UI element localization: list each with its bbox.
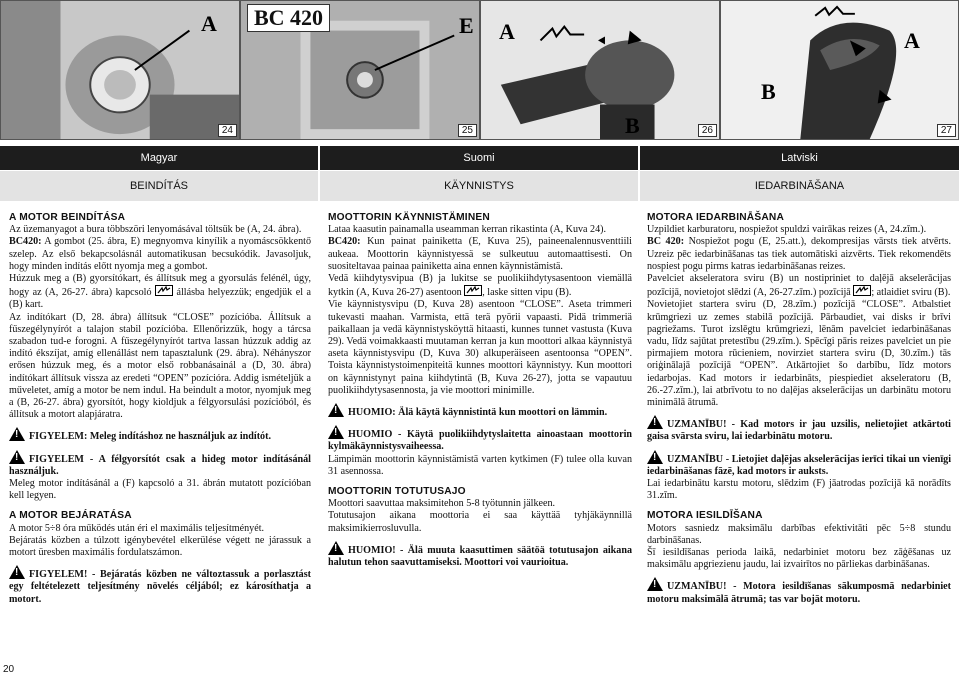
paragraph-text: Kun painat painiketta (E, Kuva 25), paineenalennusventtiili aukeaa. Moottorin käynnistyessä se sulkeutuu automaattisesti. On suositeltavaa painaa painiketta aina ennen käynnistämistä. (328, 236, 632, 272)
warning-text: UZMANĪBU! - Kad motors ir jau uzsilis, nelietojiet atkārtoti gaisa svārsta sviru, lai iedarbinātu motoru. (647, 419, 951, 443)
warning-text: FIGYELEM: Meleg indításhoz ne használjuk az indítót. (29, 431, 271, 443)
body-paragraph (328, 273, 632, 299)
warning-triangle-icon (328, 541, 344, 555)
body-paragraph (647, 236, 951, 273)
section-heading: A MOTOR BEINDÍTÁSA (9, 212, 126, 223)
paragraph-text: Šī iesildīšanas perioda laikā, nedarbiniet motoru bez zāģēšanas uz maksimālu apgriezienu jaudu, lai izvairītos no pārliekas darbināšanas. (647, 547, 951, 571)
throttle-lock-icon (464, 285, 482, 296)
warning-triangle-icon (647, 450, 663, 464)
paragraph-text: Novietojiet startera sviru (D, 28.zīm.) pozīcijā “CLOSE”. Atbalstiet krūmgriezi uz zemes stabilā pozīcijā. Pārbaudiet, vai disks ir brīvi pagriežams. Turot izslēgtu krūmgriezi, lēnām pavelciet iedarbināšanas vadu, līdz sajūtat pretestību (29.zīm.). Spēcīgi pāris reizes pavelciet un pie pirmajiem motora rūcieniem, novirziet startera sviru (D, 30.zīm.) tās oriģinālajā pozīcijā “OPEN”. Atkārtojiet šo darbību, līdz motors iedarbojas. Kad motors ir iedarbināts, piespiediet akseleratoru (B, 26.-27.zīm.), lai atbrīvotu to no daļējas akselerācijas un darbinātu motoru minimālā ātrumā. (647, 299, 951, 409)
paragraph-text: Meleg motor indításánál a (F) kapcsoló a 31. ábrán mutatott pozícióban kell legyen. (9, 478, 311, 502)
paragraph-text-cont: , laske sitten vipu (B). (482, 287, 572, 299)
text-column-magyar (9, 212, 311, 606)
body-paragraph (9, 224, 311, 236)
section-heading: MOOTTORIN KÄYNNISTÄMINEN (328, 212, 490, 223)
figure-number: 26 (698, 124, 717, 137)
paragraph-text: Nospiežot pogu (E, 25.att.), dekompresijas vārsts tiek atvērts. Uzreiz pēc iedarbināšanas tas tiek automātiski aizvērts. Tiek rekomendēts nospiest pogu pirms katras iedarbināšanas reizes. (647, 236, 951, 272)
paragraph-text: Az üzemanyagot a bura többszöri lenyomásával töltsük be (A, 24. ábra). (9, 224, 302, 236)
body-paragraph (647, 523, 951, 547)
language-header-latviski: Latviski (640, 146, 959, 170)
paragraph-text: A motor 5÷8 óra működés után éri el maximális teljesítményét. (9, 522, 265, 534)
text-column-latviski (647, 212, 951, 606)
language-header-suomi: Suomi (320, 146, 638, 170)
warning-paragraph (328, 403, 632, 419)
warning-triangle-icon (328, 403, 344, 417)
body-paragraph (328, 454, 632, 478)
paragraph-text: A gombot (25. ábra, E) megnyomva kinyílik a nyomáscsökkentő szelep. Az első bekapcsolásnál automatikusan becsukódik. Javasoljuk, hogy minden indítás előtt nyomja meg a gombot. (9, 236, 311, 272)
section-header-magyar: BEINDÍTÁS (0, 171, 318, 201)
model-prefix: BC420: (9, 236, 42, 248)
body-paragraph (647, 273, 951, 299)
section-heading: MOTORA IEDARBINĀŠANA (647, 212, 785, 223)
body-paragraph (647, 299, 951, 409)
body-paragraph (328, 498, 632, 510)
paragraph-text-cont: ; atlaidiet sviru (B). (871, 287, 951, 299)
paragraph-text: Vie käynnistysvipu (D, Kuva 28) asentoon “CLOSE”. Aseta trimmeri tukevasti maahan. Varmista, että terä pyörii vapaasti. Pidä trimmeriä paikallaan ja vedä käynnistysköyttä hitaasti, kunnes tunnet vastusta (Kuva 29). Vedä voimakkaasti muutaman kerran ja kun moottori alkaa käynnistyä aseta käynnistysvipu (D, Kuva 30) alkuperäiseen asentoonsa “OPEN”. Toista käynnistystoimenpiteitä kunnes moottori käynnistyy. Kun moottori on käynnistynyt paina kiihdytintä (B, Kuva 26-27), jotta se vapautuu puolikiihdytysasennosta, ja vie moottori minimille. (328, 299, 632, 396)
page-number: 20 (3, 664, 15, 675)
body-paragraph (9, 312, 311, 422)
warning-paragraph (647, 450, 951, 478)
paragraph-text: Az indítókart (D, 28. ábra) állítsuk “CLOSE” pozícióba. Állítsuk a fűszegélynyírót a talajon stabil pozícióba. Ellenőrizzük, hogy a tárcsa szabadon tud-e forogni. A fűszegélynyírót tartva lassan húzzuk addig az indító ékszíjat, amíg ellenállást nem tapasztalunk (29. ábra). Néhányszor erősen húzzuk meg, és a motor első robbanásainál a (D, 30. ábra) indítókart állítsuk vissza az eredeti “OPEN” pozícióra. Addig ismételjük a műveletet, amíg a motor be nem indul. Ha beindult a motor, nyomjuk meg a (B, 26-27. ábra) gyorsítót, hogy kioldjuk a félgyorsulási pozícióból, és állítsuk a motort alapjáratra. (9, 311, 311, 421)
figure-number: 24 (218, 124, 237, 137)
photo-24-primer-bulb (0, 0, 240, 140)
warning-triangle-icon (647, 415, 663, 429)
warning-triangle-icon (9, 565, 25, 579)
photo-letter: A (904, 28, 920, 53)
warning-paragraph (9, 565, 311, 606)
warning-text: HUOMIO! - Älä muuta kaasuttimen säätöä totutusajon aikana halutun tehon saavuttamiseksi. Moottori voi vaurioitua. (328, 544, 632, 569)
section-header-latviski: IEDARBINĀŠANA (640, 171, 959, 201)
warning-triangle-icon (9, 427, 25, 441)
body-paragraph (647, 547, 951, 571)
warning-paragraph (328, 425, 632, 453)
paragraph-text: Lataa kaasutin painamalla useamman kerran rikastinta (A, Kuva 24). (328, 224, 607, 236)
body-paragraph (9, 523, 311, 535)
section-heading: MOTORA IESILDĪŠANA (647, 510, 763, 522)
photo-letter: A (499, 19, 515, 44)
photo-25-decompression-button (240, 0, 480, 140)
body-paragraph (647, 224, 951, 236)
body-paragraph (9, 478, 311, 502)
body-paragraph (328, 510, 632, 534)
throttle-lock-icon (155, 285, 173, 296)
photo-27-throttle-switch (720, 0, 959, 140)
language-header-magyar: Magyar (0, 146, 318, 170)
paragraph-text: Bejáratás közben a túlzott igénybevétel elkerülése végett ne járassuk a motort üresben maximális fordulatszámon. (9, 534, 311, 559)
warning-text: UZMANĪBU - Lietojiet daļējas akselerācijas ierīci tikai un vienīgi iedarbināšanas fāzē, kad motors ir auksts. (647, 453, 951, 477)
paragraph-text: Motors sasniedz maksimālu darbības efektivitāti pēc 5÷8 stundu darbināšanas. (647, 522, 951, 546)
section-header-suomi: KÄYNNISTYS (320, 171, 638, 201)
warning-triangle-icon (647, 577, 663, 591)
model-prefix: BC420: (328, 236, 361, 248)
paragraph-text: Lämpimän moottorin käynnistämistä varten kytkimen (F) tulee olla kuvan 31 asennossa. (328, 453, 632, 477)
warning-text: FIGYELEM! - Bejáratás közben ne változtassuk a porlasztást egy feltételezett teljesítmény növelés céljából; ez károsíthatja a motort. (9, 569, 311, 605)
paragraph-text: Húzzuk meg a (B) gyorsítókart, és állítsuk meg a gyorsulás felénél, úgy, hogy az (A, 26-27. ábra) kapcsoló (9, 273, 311, 299)
body-paragraph (647, 478, 951, 502)
figure-number: 25 (458, 124, 477, 137)
warning-triangle-icon (9, 450, 25, 464)
figure-number: 27 (937, 124, 956, 137)
warning-paragraph (647, 415, 951, 443)
photo-letter: E (459, 13, 474, 38)
body-paragraph (9, 273, 311, 312)
warning-paragraph (647, 577, 951, 605)
paragraph-text: Totutusajon aikana moottoria ei saa käyttää tyhjäkäynnillä maksimikierrosluvulla. (328, 510, 632, 534)
photo-letter: B (761, 79, 776, 104)
body-paragraph (328, 224, 632, 236)
section-heading: MOOTTORIN TOTUTUSAJO (328, 486, 466, 498)
warning-triangle-icon (328, 425, 344, 439)
throttle-lock-icon (853, 285, 871, 296)
warning-text: HUOMIO - Käytä puolikiihdytyslaitetta ainoastaan moottorin kylmäkäynnistysvaiheessa. (328, 429, 632, 453)
warning-paragraph (328, 541, 632, 569)
body-paragraph (328, 299, 632, 397)
photo-letter: A (201, 11, 217, 36)
body-paragraph (9, 236, 311, 273)
body-paragraph (9, 535, 311, 559)
warning-paragraph (9, 427, 311, 443)
model-prefix: BC 420: (647, 236, 685, 248)
warning-text: HUOMIO: Älä käytä käynnistintä kun moottori on lämmin. (348, 407, 608, 419)
section-heading: A MOTOR BEJÁRATÁSA (9, 510, 132, 522)
photo-26-throttle-handle (480, 0, 720, 140)
warning-paragraph (9, 450, 311, 478)
warning-text: FIGYELEM - A félgyorsítót csak a hideg motor indításánál használjuk. (9, 453, 311, 477)
paragraph-text: Moottori saavuttaa maksimitehon 5-8 työtunnin jälkeen. (328, 498, 556, 510)
model-label: BC 420 (247, 4, 330, 32)
text-column-suomi (328, 212, 632, 569)
paragraph-text-cont: állásba helyezzük; engedjük el a (B) kart. (9, 287, 311, 311)
photo-letter: B (625, 113, 640, 138)
paragraph-text: Vedä kiihdytysvipua (B) ja lukitse se puolikiihdytysasentoon viemällä kytkin (A, Kuva 26-27) asentoon (328, 273, 632, 299)
body-paragraph (328, 236, 632, 273)
paragraph-text: Lai iedarbinātu karstu motoru, slēdzim (F) jāatrodas pozīcijā kā norādīts 31.zīm. (647, 478, 951, 502)
paragraph-text: Uzpildiet karburatoru, nospiežot spuldzi vairākas reizes (A, 24.zīm.). (647, 224, 927, 236)
photo-strip (0, 0, 959, 142)
paragraph-text: Pavelciet akseleratora sviru (B) un nostipriniet to daļējā akselerācijas pozīcijā, novietojot slēdzi (A, 26-27.zīm.) pozīcijā (647, 273, 951, 299)
warning-text: UZMANĪBU! - Motora iesildīšanas sākumposmā nedarbiniet motoru maksimālā ātrumā; tas var bojāt motoru. (647, 581, 951, 605)
